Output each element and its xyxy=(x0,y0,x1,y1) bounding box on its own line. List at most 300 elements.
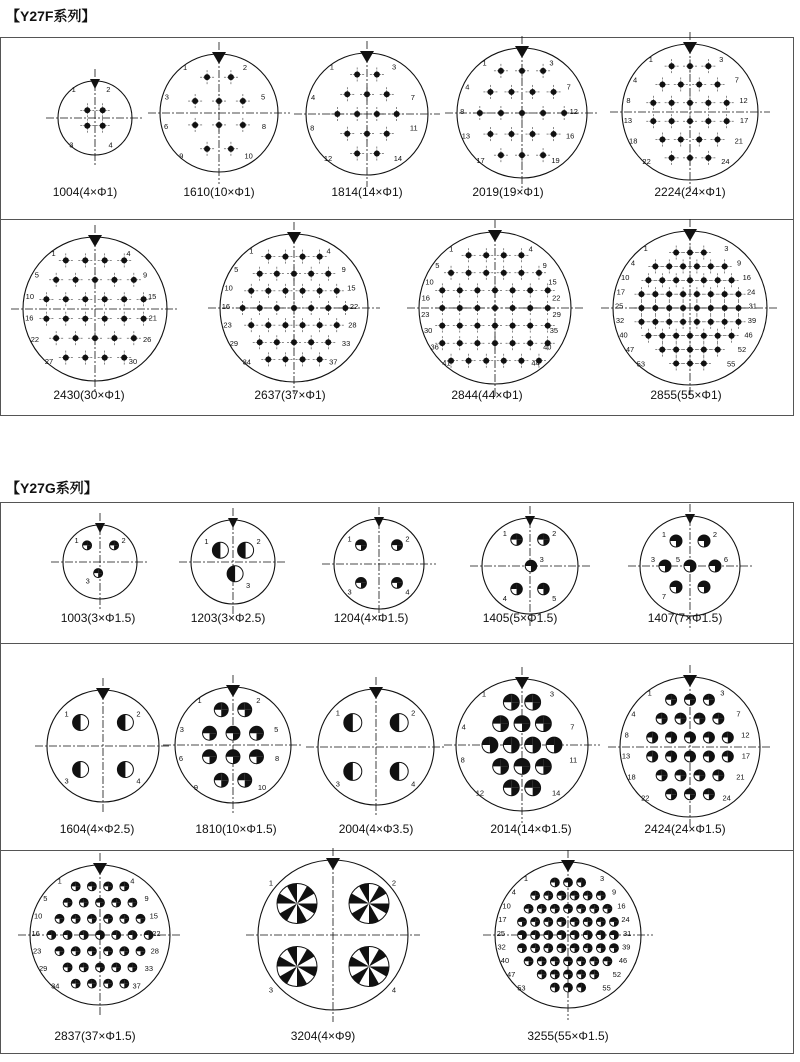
pin xyxy=(112,963,121,972)
pin xyxy=(564,957,573,966)
pin-number-label: 23 xyxy=(421,309,430,319)
pin xyxy=(88,947,97,956)
pin-number-label: 4 xyxy=(126,248,131,258)
pin-number-label: 1 xyxy=(661,530,667,539)
pin-number-label: 3 xyxy=(179,724,184,734)
pin-number-label: 40 xyxy=(619,330,628,340)
connector-1407 xyxy=(628,504,752,628)
pin xyxy=(544,944,553,953)
pin xyxy=(88,914,97,923)
pin-number-label: 16 xyxy=(31,928,40,938)
pin-number-label: 23 xyxy=(33,946,42,956)
pin-number-label: 2 xyxy=(242,62,248,72)
pin-number-label: 4 xyxy=(311,92,316,102)
pin xyxy=(557,944,566,953)
connector-label: 1407(7×Φ1.5) xyxy=(647,611,723,625)
pin-number-label: 1 xyxy=(647,688,652,698)
pin xyxy=(514,716,530,732)
pin xyxy=(226,726,240,740)
pin-number-label: 55 xyxy=(602,983,611,993)
pin-number-label: 6 xyxy=(163,121,169,131)
pin xyxy=(525,737,541,753)
pin xyxy=(226,750,240,764)
connector-2844 xyxy=(407,220,583,402)
pin xyxy=(73,762,89,778)
pin-number-label: 15 xyxy=(347,283,356,293)
pin-number-label: 4 xyxy=(631,709,636,719)
pin xyxy=(590,957,599,966)
pin-number-label: 3 xyxy=(268,985,274,995)
pin-number-label: 8 xyxy=(261,121,267,131)
pin xyxy=(493,758,509,774)
pin-number-label: 31 xyxy=(622,928,632,938)
pin-number-label: 3 xyxy=(335,779,340,789)
pin-number-label: 1 xyxy=(182,62,188,72)
pin xyxy=(544,891,553,900)
pin xyxy=(96,898,105,907)
pin xyxy=(564,983,573,992)
connector-1810 xyxy=(163,675,303,836)
pin xyxy=(698,535,710,547)
pin xyxy=(538,534,550,546)
pin xyxy=(713,713,724,724)
pin-number-label: 9 xyxy=(542,261,547,271)
pin-number-label: 2 xyxy=(712,530,718,539)
connector-2014 xyxy=(444,667,600,836)
pin-number-label: 3 xyxy=(164,92,169,102)
pin xyxy=(603,904,612,913)
pin xyxy=(110,541,119,550)
pin-number-label: 3 xyxy=(246,580,251,590)
pin xyxy=(647,751,658,762)
pin xyxy=(503,780,519,796)
pin-number-label: 22 xyxy=(552,293,561,303)
pin-number-label: 39 xyxy=(747,316,757,326)
pin-number-label: 2 xyxy=(256,695,261,705)
connector-label: 2637(37×Φ1) xyxy=(254,388,326,402)
pin-number-label: 14 xyxy=(393,153,403,163)
pin-number-label: 27 xyxy=(44,356,54,366)
connector-1203 xyxy=(179,508,287,625)
connector-1604 xyxy=(35,678,171,836)
pin-number-label: 3 xyxy=(719,54,724,64)
pin-number-label: 36 xyxy=(430,342,439,352)
connector-label: 2019(19×Φ1) xyxy=(472,185,544,199)
connector-label: 2224(24×Φ1) xyxy=(654,185,726,199)
pin xyxy=(550,957,559,966)
pin xyxy=(550,904,559,913)
pin xyxy=(722,751,733,762)
pin-number-label: 7 xyxy=(410,92,415,102)
pin-number-label: 1 xyxy=(643,243,648,253)
pin xyxy=(63,931,72,940)
connector-label: 2855(55×Φ1) xyxy=(650,388,722,402)
pin-number-label: 3 xyxy=(650,555,656,564)
pin-number-label: 11 xyxy=(409,123,418,133)
section-title-y27f: 【Y27F系列】 xyxy=(6,8,96,24)
pin xyxy=(583,944,592,953)
pin xyxy=(128,963,137,972)
pin-number-label: 29 xyxy=(229,338,239,348)
pin-number-label: 8 xyxy=(460,107,465,117)
pin xyxy=(537,970,546,979)
pin-number-label: 29 xyxy=(38,963,48,973)
pin xyxy=(557,931,566,940)
pin xyxy=(344,714,362,732)
pin-number-label: 25 xyxy=(496,928,506,938)
pin-number-label: 4 xyxy=(405,587,410,597)
pin xyxy=(104,947,113,956)
pin xyxy=(47,931,56,940)
pin-number-label: 47 xyxy=(506,969,516,979)
connector-3204 xyxy=(246,848,420,1043)
pin-number-label: 4 xyxy=(511,887,516,897)
pin-number-label: 2 xyxy=(136,709,141,719)
connector-label: 2430(30×Φ1) xyxy=(53,388,125,402)
pin-number-label: 37 xyxy=(132,981,141,991)
pin xyxy=(577,904,586,913)
pin xyxy=(647,732,658,743)
pin-number-label: 1 xyxy=(648,54,653,64)
pin-number-label: 4 xyxy=(108,140,113,150)
pin xyxy=(128,931,137,940)
pin xyxy=(525,694,541,710)
pin-number-label: 1 xyxy=(51,248,56,258)
pin-number-label: 9 xyxy=(736,258,742,268)
pin xyxy=(104,914,113,923)
pin xyxy=(666,789,677,800)
pin xyxy=(531,917,540,926)
pin-number-label: 9 xyxy=(341,264,346,274)
pin-number-label: 8 xyxy=(310,123,315,133)
connector-label: 2004(4×Φ3.5) xyxy=(338,822,414,836)
pin xyxy=(214,773,228,787)
pin-number-label: 5 xyxy=(274,724,279,734)
pin-number-label: 52 xyxy=(612,969,622,979)
pin xyxy=(356,578,367,589)
pin-number-label: 26 xyxy=(142,335,152,345)
pin-number-label: 10 xyxy=(621,272,630,282)
connector-label: 3255(55×Φ1.5) xyxy=(527,1029,609,1043)
pin xyxy=(709,560,721,572)
pin xyxy=(666,732,677,743)
pin xyxy=(136,947,145,956)
pin xyxy=(659,560,671,572)
pin-number-label: 4 xyxy=(136,776,141,786)
pin-number-label: 4 xyxy=(528,244,533,254)
pin-number-label: 7 xyxy=(661,592,667,601)
pin xyxy=(544,931,553,940)
pin xyxy=(590,970,599,979)
pin-number-label: 6 xyxy=(178,753,184,763)
pin-number-label: 1 xyxy=(57,876,62,886)
pin xyxy=(390,762,408,780)
pin-number-label: 15 xyxy=(147,292,157,302)
pin-number-label: 1 xyxy=(197,695,202,705)
pin xyxy=(238,542,254,558)
pin xyxy=(610,944,619,953)
pin xyxy=(344,762,362,780)
pin-number-label: 31 xyxy=(748,301,757,311)
pin-number-label: 12 xyxy=(739,95,748,105)
pin xyxy=(694,713,705,724)
pin-number-label: 9 xyxy=(143,270,148,280)
pin-number-label: 9 xyxy=(144,893,149,903)
pin xyxy=(79,898,88,907)
pin xyxy=(96,931,105,940)
connector-2837 xyxy=(18,853,182,1043)
pin xyxy=(55,914,64,923)
pin xyxy=(71,882,80,891)
pin-number-label: 52 xyxy=(737,345,747,355)
pin-number-label: 1 xyxy=(71,85,76,95)
pin-number-label: 4 xyxy=(465,82,470,92)
pin xyxy=(392,578,403,589)
pin-number-label: 41 xyxy=(442,358,451,368)
pin-number-label: 1 xyxy=(74,535,79,545)
pin-number-label: 1 xyxy=(502,528,507,538)
pin-number-label: 17 xyxy=(616,287,626,297)
pin xyxy=(537,957,546,966)
pin-number-label: 11 xyxy=(569,755,578,765)
pin-number-label: 5 xyxy=(34,270,39,280)
pin-number-label: 1 xyxy=(523,874,529,884)
pin-number-label: 5 xyxy=(435,261,440,271)
pin xyxy=(703,751,714,762)
pin-number-label: 9 xyxy=(612,887,617,897)
pin xyxy=(238,703,252,717)
pin-number-label: 3 xyxy=(69,140,74,150)
pin xyxy=(55,947,64,956)
pin-number-label: 53 xyxy=(636,359,646,369)
pin xyxy=(583,917,592,926)
pin-number-label: 44 xyxy=(531,358,540,368)
pin-number-label: 1 xyxy=(204,537,209,547)
pin-number-label: 1 xyxy=(481,689,487,699)
pin xyxy=(577,878,586,887)
pin xyxy=(250,750,264,764)
pin-number-label: 12 xyxy=(741,730,750,740)
connector-2019 xyxy=(445,36,599,199)
pin-number-label: 5 xyxy=(675,555,681,564)
pin xyxy=(666,694,677,705)
pin xyxy=(104,979,113,988)
pin-number-label: 10 xyxy=(224,283,233,293)
pin xyxy=(525,560,537,572)
pin-number-label: 29 xyxy=(552,309,561,319)
pin-number-label: 33 xyxy=(341,338,351,348)
pin-number-label: 33 xyxy=(144,963,154,973)
pin xyxy=(96,963,105,972)
pin xyxy=(112,898,121,907)
pin-number-label: 3 xyxy=(599,874,605,884)
connector-label: 2014(14×Φ1.5) xyxy=(490,822,572,836)
pin xyxy=(531,931,540,940)
pin-number-label: 13 xyxy=(461,131,471,141)
pin-number-label: 2 xyxy=(256,537,261,547)
pin-number-label: 10 xyxy=(502,901,511,911)
pin xyxy=(390,714,408,732)
pin xyxy=(518,917,527,926)
pin xyxy=(71,979,80,988)
pin xyxy=(610,917,619,926)
pin-number-label: 24 xyxy=(721,156,730,166)
pin xyxy=(250,726,264,740)
pin-number-label: 18 xyxy=(627,772,636,782)
pin xyxy=(117,762,133,778)
connector-label: 1004(4×Φ1) xyxy=(52,185,118,199)
connector-label: 2844(44×Φ1) xyxy=(451,388,523,402)
pin-number-label: 47 xyxy=(625,345,635,355)
connector-2430 xyxy=(11,225,179,402)
pin xyxy=(120,947,129,956)
pin-number-label: 22 xyxy=(30,335,40,345)
pin-number-label: 37 xyxy=(329,357,338,367)
pin xyxy=(564,904,573,913)
pin-number-label: 15 xyxy=(149,911,158,921)
pin xyxy=(120,979,129,988)
pin-number-label: 4 xyxy=(630,258,636,268)
pin xyxy=(577,970,586,979)
pin xyxy=(88,882,97,891)
pin xyxy=(557,891,566,900)
pin xyxy=(544,917,553,926)
pin-number-label: 10 xyxy=(34,911,43,921)
pin-number-label: 3 xyxy=(85,576,90,586)
pin xyxy=(120,914,129,923)
pin xyxy=(214,703,228,717)
pin-number-label: 46 xyxy=(618,956,628,966)
pin xyxy=(203,750,217,764)
pin xyxy=(518,944,527,953)
pin-number-label: 4 xyxy=(411,779,416,789)
connector-label: 2424(24×Φ1.5) xyxy=(644,822,726,836)
connector-1003 xyxy=(51,513,149,625)
pin-number-label: 16 xyxy=(617,901,626,911)
pin-number-label: 16 xyxy=(742,272,751,282)
pin-number-label: 46 xyxy=(744,330,753,340)
pin-number-label: 32 xyxy=(497,942,506,952)
pin xyxy=(511,534,523,546)
pin xyxy=(117,714,133,730)
pin xyxy=(596,944,605,953)
pin xyxy=(694,770,705,781)
pin xyxy=(570,944,579,953)
pin-number-label: 3 xyxy=(724,243,729,253)
pin-number-label: 10 xyxy=(244,151,253,161)
pin-number-label: 30 xyxy=(423,326,433,336)
connector-label: 2837(37×Φ1.5) xyxy=(54,1029,136,1043)
pin xyxy=(703,694,714,705)
pin-number-label: 53 xyxy=(517,983,526,993)
pin xyxy=(349,884,389,924)
pin xyxy=(524,957,533,966)
pin xyxy=(666,751,677,762)
pin xyxy=(684,560,696,572)
pin xyxy=(577,957,586,966)
pin-number-label: 3 xyxy=(539,555,544,565)
pin-number-label: 5 xyxy=(261,92,266,102)
connector-label: 1814(14×Φ1) xyxy=(331,185,403,199)
pin xyxy=(703,789,714,800)
pin-number-label: 35 xyxy=(549,326,559,336)
pin-number-label: 21 xyxy=(734,136,743,146)
pin-number-label: 40 xyxy=(500,956,510,966)
pin-number-label: 8 xyxy=(460,755,465,765)
pin xyxy=(685,789,696,800)
connector-label: 1604(4×Φ2.5) xyxy=(59,822,135,836)
connector-1814 xyxy=(294,41,440,199)
pin xyxy=(71,914,80,923)
pin-number-label: 1 xyxy=(335,708,340,718)
pin xyxy=(564,970,573,979)
pin xyxy=(493,716,509,732)
pin-number-label: 28 xyxy=(150,946,159,956)
pin xyxy=(73,714,89,730)
pin xyxy=(685,694,696,705)
pin-number-label: 8 xyxy=(626,95,631,105)
pin-number-label: 16 xyxy=(25,313,34,323)
pin xyxy=(104,882,113,891)
pin xyxy=(685,732,696,743)
pin-number-label: 34 xyxy=(242,357,251,367)
pin xyxy=(79,963,88,972)
pin xyxy=(212,542,228,558)
pin-number-label: 10 xyxy=(25,292,35,302)
pin xyxy=(79,931,88,940)
pin-number-label: 3 xyxy=(392,62,397,72)
pin xyxy=(610,931,619,940)
pin xyxy=(112,931,121,940)
connector-2004 xyxy=(306,677,446,836)
pin-number-label: 7 xyxy=(570,722,575,732)
pin-number-label: 28 xyxy=(348,320,357,330)
connector-2224 xyxy=(610,32,770,199)
pin xyxy=(120,882,129,891)
connector-2855 xyxy=(601,219,779,402)
pin xyxy=(550,983,559,992)
pin xyxy=(570,917,579,926)
pin xyxy=(511,583,523,595)
connector-label: 1204(4×Φ1.5) xyxy=(333,611,409,625)
pin xyxy=(546,737,562,753)
pin-number-label: 5 xyxy=(234,264,239,274)
pin xyxy=(83,541,92,550)
pin-number-label: 1 xyxy=(268,878,274,888)
pin-number-label: 1 xyxy=(249,246,254,256)
pin-number-label: 7 xyxy=(736,709,741,719)
pin-number-label: 17 xyxy=(739,116,749,126)
pin-number-label: 3 xyxy=(64,776,69,786)
pin xyxy=(722,732,733,743)
pin-number-label: 2 xyxy=(411,708,416,718)
pin-number-label: 4 xyxy=(326,246,331,256)
pin-number-label: 7 xyxy=(566,82,571,92)
pin xyxy=(577,983,586,992)
pin-number-label: 16 xyxy=(421,293,430,303)
connector-1004 xyxy=(46,69,144,199)
pin xyxy=(128,898,137,907)
pin-number-label: 16 xyxy=(565,131,575,141)
pin-number-label: 24 xyxy=(746,287,756,297)
connector-2424 xyxy=(608,665,772,836)
pin-number-label: 34 xyxy=(51,981,60,991)
pin xyxy=(94,569,103,578)
pin xyxy=(63,898,72,907)
pin-number-label: 21 xyxy=(736,772,745,782)
pin-number-label: 3 xyxy=(549,689,555,699)
connector-label: 1203(3×Φ2.5) xyxy=(190,611,266,625)
